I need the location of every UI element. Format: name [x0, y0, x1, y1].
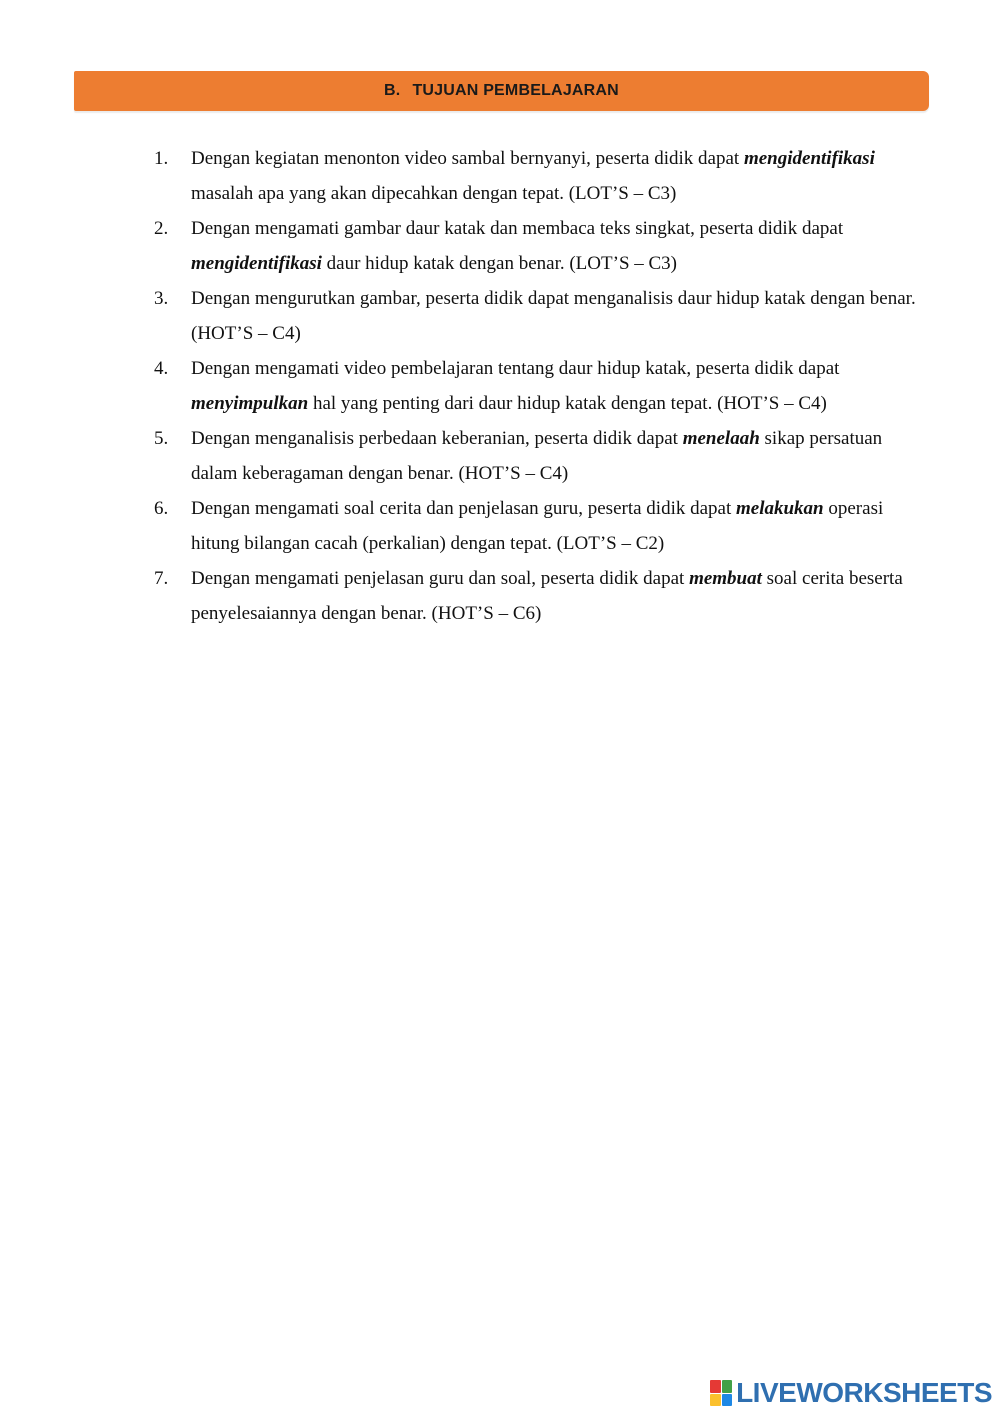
item-text: Dengan mengurutkan gambar, peserta didik dapat menganalisis daur hidup katak dengan benar. (HOT’S – C4)	[191, 288, 916, 344]
item-number: 1.	[154, 148, 169, 169]
item-text-rest: hal yang penting dari daur hidup katak dengan tepat. (HOT’S – C4)	[308, 393, 827, 414]
list-item	[148, 421, 918, 491]
list-item	[148, 281, 918, 351]
list-item	[148, 141, 918, 211]
item-text-rest: soal cerita beserta penyelesaiannya dengan benar. (HOT’S – C6)	[191, 568, 903, 624]
item-number: 3.	[154, 288, 169, 309]
item-keyword: mengidentifikasi	[743, 148, 875, 169]
item-text-rest: daur hidup katak dengan benar. (LOT’S – C3)	[321, 253, 678, 274]
objectives-list	[148, 141, 918, 631]
item-text-rest: sikap persatuan dalam keberagaman dengan benar. (HOT’S – C4)	[191, 428, 883, 484]
list-item	[148, 491, 918, 561]
item-number: 5.	[154, 428, 169, 449]
item-text: Dengan kegiatan menonton video sambal bernyanyi, peserta didik dapat	[191, 148, 744, 169]
item-text: Dengan mengamati gambar daur katak dan membaca teks singkat, peserta didik dapat	[191, 218, 844, 239]
item-number: 2.	[154, 218, 169, 239]
section-title	[384, 82, 619, 100]
item-number: 4.	[154, 358, 169, 379]
item-number: 7.	[154, 568, 169, 589]
item-keyword: melakukan	[736, 498, 824, 519]
logo-text: LIVEWORKSHEETS	[736, 1377, 992, 1408]
item-text: Dengan mengamati soal cerita dan penjelasan guru, peserta didik dapat	[191, 498, 736, 519]
section-number: B.	[384, 82, 401, 99]
item-text: Dengan menganalisis perbedaan keberanian, peserta didik dapat	[191, 428, 683, 449]
liveworksheets-logo[interactable]	[710, 1377, 992, 1409]
item-number: 6.	[154, 498, 169, 519]
item-text: Dengan mengamati penjelasan guru dan soal, peserta didik dapat	[191, 568, 690, 589]
item-text-rest: masalah apa yang akan dipecahkan dengan tepat. (LOT’S – C3)	[191, 183, 677, 204]
item-text: Dengan mengamati video pembelajaran tentang daur hidup katak, peserta didik dapat	[191, 358, 840, 379]
list-item	[148, 351, 918, 421]
section-header-bar	[74, 71, 929, 111]
item-text-rest: operasi hitung bilangan cacah (perkalian) dengan tepat. (LOT’S – C2)	[191, 498, 884, 554]
item-keyword: menelaah	[682, 428, 760, 449]
item-keyword: mengidentifikasi	[191, 253, 322, 274]
list-item	[148, 561, 918, 631]
section-title-text: TUJUAN PEMBELAJARAN	[412, 82, 619, 99]
logo-mark-icon	[710, 1380, 732, 1406]
list-item	[148, 211, 918, 281]
item-keyword: membuat	[689, 568, 762, 589]
item-keyword: menyimpulkan	[191, 393, 309, 414]
